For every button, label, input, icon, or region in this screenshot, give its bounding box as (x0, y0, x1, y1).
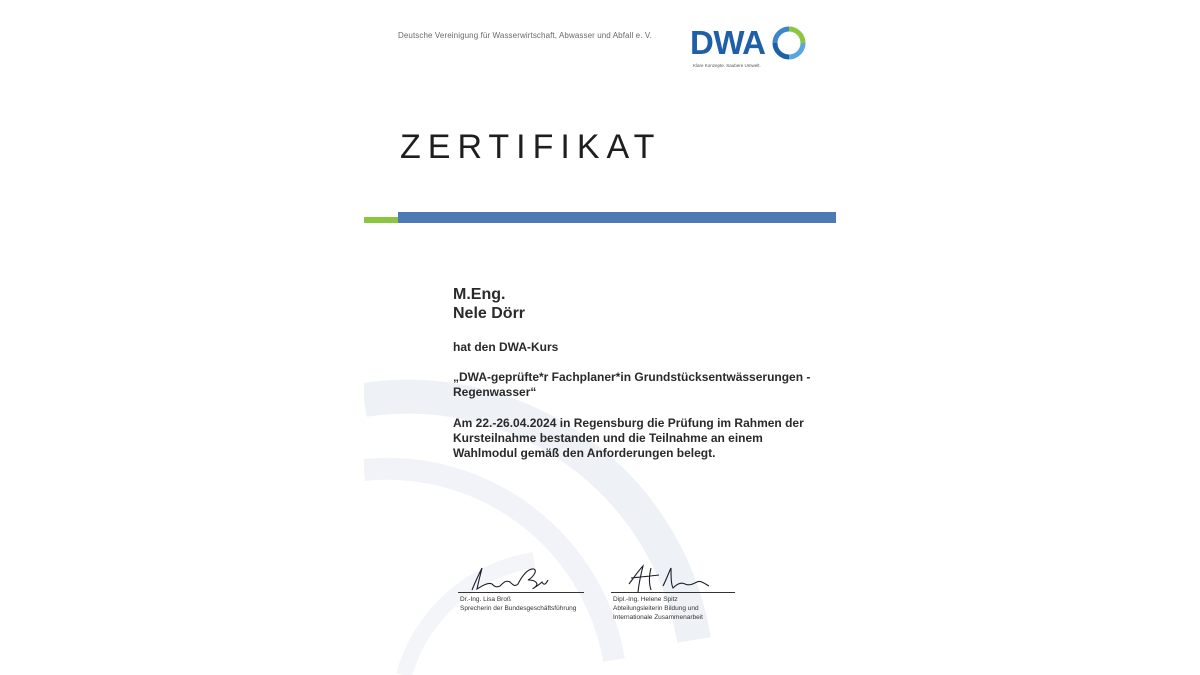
logo-wordmark: DWA (690, 24, 766, 61)
signer-role-right-line-2: Internationale Zusammenarbeit (613, 614, 703, 621)
handwritten-signature-right (611, 562, 741, 596)
course-name: „DWA-geprüfte*r Fachplaner*in Grundstücksentwässerungen - Regenwasser“ (453, 370, 811, 399)
signer-name-right: Dipl.-Ing. Helene Spitz (613, 596, 678, 603)
blue-band (398, 212, 836, 223)
recipient-name: Nele Dörr (453, 305, 526, 322)
certificate-page (364, 0, 836, 675)
signature-caption-left (460, 595, 576, 613)
handwritten-signature-left (458, 562, 588, 596)
signature-line-left (458, 592, 584, 593)
signer-name-left: Dr.-Ing. Lisa Broß (460, 596, 511, 603)
organization-name: Deutsche Vereinigung für Wasserwirtschaft, Abwasser und Abfall e. V. (398, 31, 652, 40)
signer-role-right-line-1: Abteilungsleiterin Bildung und (613, 605, 699, 612)
course-intro: hat den DWA-Kurs (453, 340, 559, 354)
green-band (364, 217, 398, 223)
signer-role-left: Sprecherin der Bundesgeschäftsführung (460, 605, 577, 612)
logo-ring-icon (772, 26, 806, 60)
logo-tagline: Klare Konzepte. Saubere Umwelt. (693, 63, 761, 68)
watermark-arc-graphic (364, 0, 836, 675)
signature-line-right (611, 592, 735, 593)
dwa-logo (690, 22, 810, 74)
certificate-statement: Am 22.-26.04.2024 in Regensburg die Prüfung im Rahmen der Kursteilnahme bestanden und die Teilnahme an einem Wahlmodul gemäß den Anforderungen belegt. (453, 416, 804, 460)
recipient-degree: M.Eng. (453, 286, 506, 303)
certificate-title: ZERTIFIKAT (400, 128, 662, 166)
signature-caption-right (613, 595, 703, 622)
